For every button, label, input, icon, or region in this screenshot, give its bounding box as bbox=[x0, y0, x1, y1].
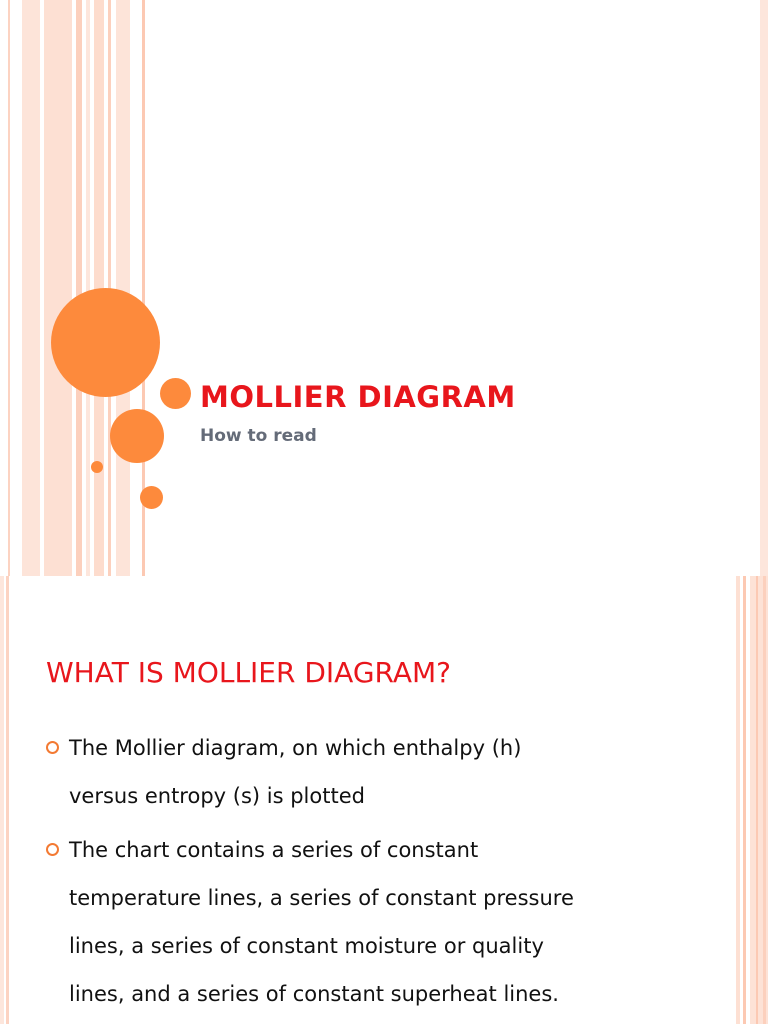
bullet-list bbox=[46, 724, 646, 1018]
decor-stripe bbox=[22, 0, 40, 576]
decor-circle-small bbox=[160, 378, 191, 409]
bullet-line: temperature lines, a series of constant pressure bbox=[69, 886, 574, 910]
decor-stripe bbox=[76, 0, 82, 576]
bullet-line: lines, a series of constant moisture or quality bbox=[69, 934, 544, 958]
decor-stripe bbox=[86, 0, 90, 576]
decor-stripe bbox=[0, 576, 4, 1024]
slide-subtitle: How to read bbox=[200, 426, 317, 446]
decor-stripe bbox=[756, 576, 758, 1024]
decor-stripe bbox=[760, 0, 768, 576]
bullet-line: versus entropy (s) is plotted bbox=[69, 784, 365, 808]
slide-title: MOLLIER DIAGRAM bbox=[200, 380, 516, 414]
decor-circle-small bbox=[140, 486, 163, 509]
bullet-circle-icon bbox=[46, 741, 59, 754]
decor-circle-tiny bbox=[91, 461, 103, 473]
slide-heading: WHAT IS MOLLIER DIAGRAM? bbox=[46, 656, 452, 689]
bullet-item bbox=[46, 724, 646, 820]
bullet-line: The chart contains a series of constant bbox=[69, 838, 479, 862]
decor-circle-large bbox=[51, 288, 160, 397]
bullet-line: lines, and a series of constant superheat lines. bbox=[69, 982, 559, 1006]
content-slide bbox=[0, 576, 768, 1024]
decor-stripe bbox=[743, 576, 746, 1024]
decor-stripe bbox=[763, 576, 766, 1024]
decor-stripe bbox=[44, 0, 72, 576]
decor-circle-medium bbox=[110, 409, 164, 463]
decor-stripe bbox=[736, 576, 740, 1024]
bullet-item bbox=[46, 826, 646, 1018]
decor-stripe bbox=[8, 0, 10, 576]
decor-stripe bbox=[6, 576, 9, 1024]
decor-stripe bbox=[116, 0, 130, 576]
bullet-circle-icon bbox=[46, 843, 59, 856]
bullet-line: The Mollier diagram, on which enthalpy (h) bbox=[69, 736, 522, 760]
